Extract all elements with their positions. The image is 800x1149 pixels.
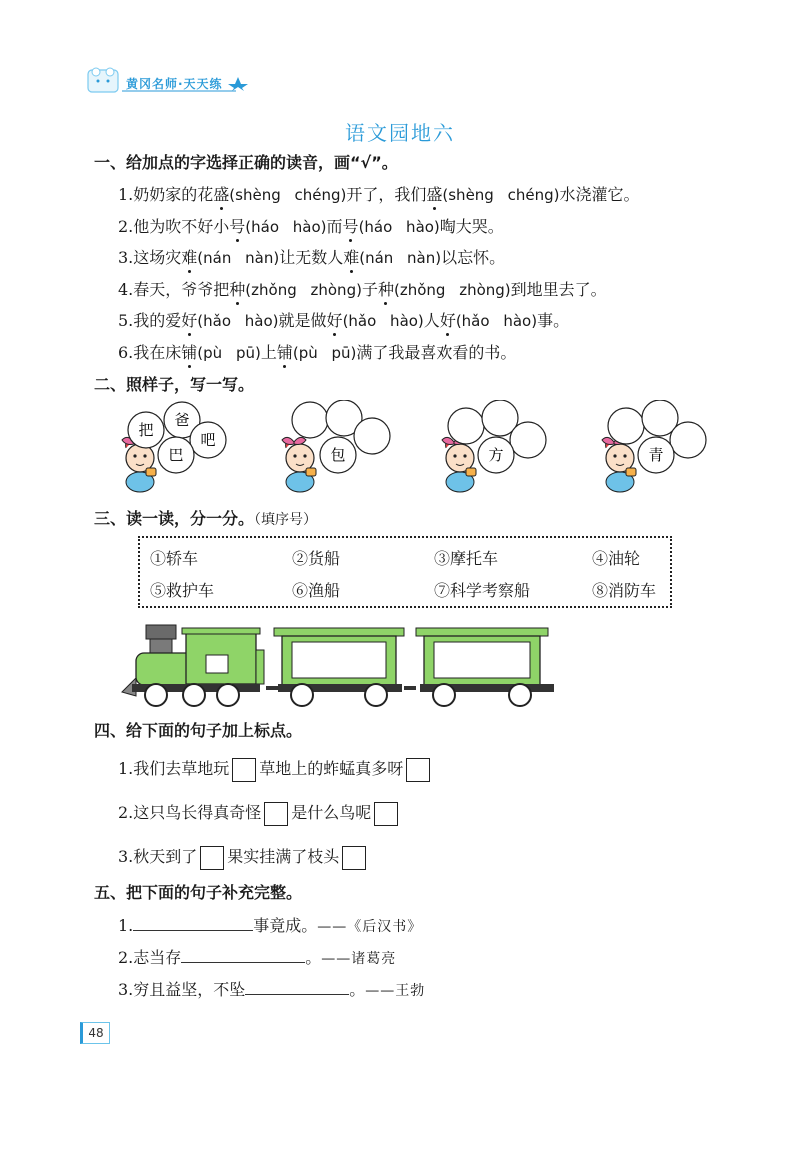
- bubble-char: 吧: [200, 431, 216, 449]
- option-item: ②货船: [292, 549, 341, 568]
- dotted-char: 盛: [426, 185, 443, 204]
- section-3-note: （填序号）: [254, 512, 318, 528]
- dotted-char: 难: [181, 248, 198, 267]
- bubble-char: 包: [330, 446, 346, 464]
- locomotive-icon: [122, 625, 264, 706]
- task-figure-1: [282, 400, 390, 492]
- option-item: ⑦科学考察船: [434, 581, 531, 600]
- dotted-char: 好: [326, 311, 343, 330]
- dotted-char: 好: [439, 311, 456, 330]
- option-item: ⑤救护车: [150, 581, 215, 600]
- section-1-heading: 一、给加点的字选择正确的读音，画“√”。: [94, 153, 398, 172]
- dotted-char: 种: [229, 280, 246, 299]
- page-number: 48: [80, 1022, 110, 1044]
- dotted-char: 铺: [181, 343, 198, 362]
- section-3-heading: 三、读一读，分一分。（填序号）: [94, 509, 318, 528]
- option-item: ⑥渔船: [292, 581, 341, 600]
- s4-item-1: 1.我们去草地玩 草地上的蚱蜢真多呀: [118, 756, 433, 782]
- fill-blank[interactable]: [181, 948, 305, 963]
- fill-blank[interactable]: [133, 916, 253, 931]
- header-series-label: 黄冈名师·天天练: [126, 77, 223, 91]
- section-5-heading: 五、把下面的句子补充完整。: [94, 883, 303, 902]
- s1-item-3: 3.这场灾难(nán nàn)让无数人难(nán nàn)以忘怀。: [118, 248, 506, 267]
- bubble-char: 把: [138, 421, 154, 439]
- s1-item-6: 6.我在床铺(pù pū)上铺(pù pū)满了我最喜欢看的书。: [118, 343, 517, 362]
- page-title: 语文园地六: [345, 121, 455, 145]
- dotted-char: 号: [342, 217, 359, 236]
- s5-item-3: 3.穷且益坚，不坠 。——王勃: [118, 980, 426, 999]
- dotted-char: 好: [181, 311, 198, 330]
- punctuation-box[interactable]: [342, 846, 366, 870]
- s4-item-2: 2.这只鸟长得真奇怪 是什么鸟呢: [118, 800, 401, 826]
- dotted-char: 盛: [213, 185, 230, 204]
- s1-item-1: 1.奶奶家的花盛(shèng chéng)开了，我们盛(shèng chéng)水浇灌它。: [118, 185, 640, 204]
- punctuation-box[interactable]: [264, 802, 288, 826]
- s5-item-2: 2.志当存 。——诸葛亮: [118, 948, 397, 967]
- punctuation-box[interactable]: [406, 758, 430, 782]
- punctuation-box[interactable]: [374, 802, 398, 826]
- s4-item-3: 3.秋天到了 果实挂满了枝头: [118, 844, 369, 870]
- s1-item-5: 5.我的爱好(hǎo hào)就是做好(hǎo hào)人好(hǎo hào)事。: [118, 311, 570, 330]
- train-illustration: [116, 620, 561, 710]
- bubble-char: 巴: [168, 446, 184, 464]
- bubble-char: 青: [648, 446, 664, 464]
- fill-blank[interactable]: [245, 980, 349, 995]
- s1-item-4: 4.春天，爷爷把种(zhǒng zhòng)子种(zhǒng zhòng)到地里去了。: [118, 280, 607, 299]
- dotted-char: 铺: [276, 343, 293, 362]
- s5-item-1: 1. 事竟成。——《后汉书》: [118, 916, 423, 935]
- train-car-2: [404, 628, 554, 706]
- task-figure-3: [602, 400, 706, 492]
- punctuation-box[interactable]: [232, 758, 256, 782]
- section-2-heading: 二、照样子，写一写。: [94, 375, 255, 394]
- option-item: ⑧消防车: [592, 581, 657, 600]
- section-4-heading: 四、给下面的句子加上标点。: [94, 721, 303, 740]
- dotted-char: 号: [229, 217, 246, 236]
- option-item: ③摩托车: [434, 549, 499, 568]
- dotted-char: 难: [343, 248, 360, 267]
- bubble-char: 爸: [174, 411, 190, 429]
- example-figure: [122, 402, 226, 492]
- word-bubble-figures: [110, 400, 710, 500]
- s1-item-2: 2.他为吹不好小号(háo hào)而号(háo hào)啕大哭。: [118, 217, 504, 236]
- task-figure-2: [442, 400, 546, 492]
- bubble-char: 方: [488, 446, 504, 464]
- punctuation-box[interactable]: [200, 846, 224, 870]
- option-item: ①轿车: [150, 549, 199, 568]
- dotted-char: 种: [377, 280, 394, 299]
- option-item: ④油轮: [592, 549, 641, 568]
- train-car-1: [266, 628, 404, 706]
- options-box: [138, 536, 672, 608]
